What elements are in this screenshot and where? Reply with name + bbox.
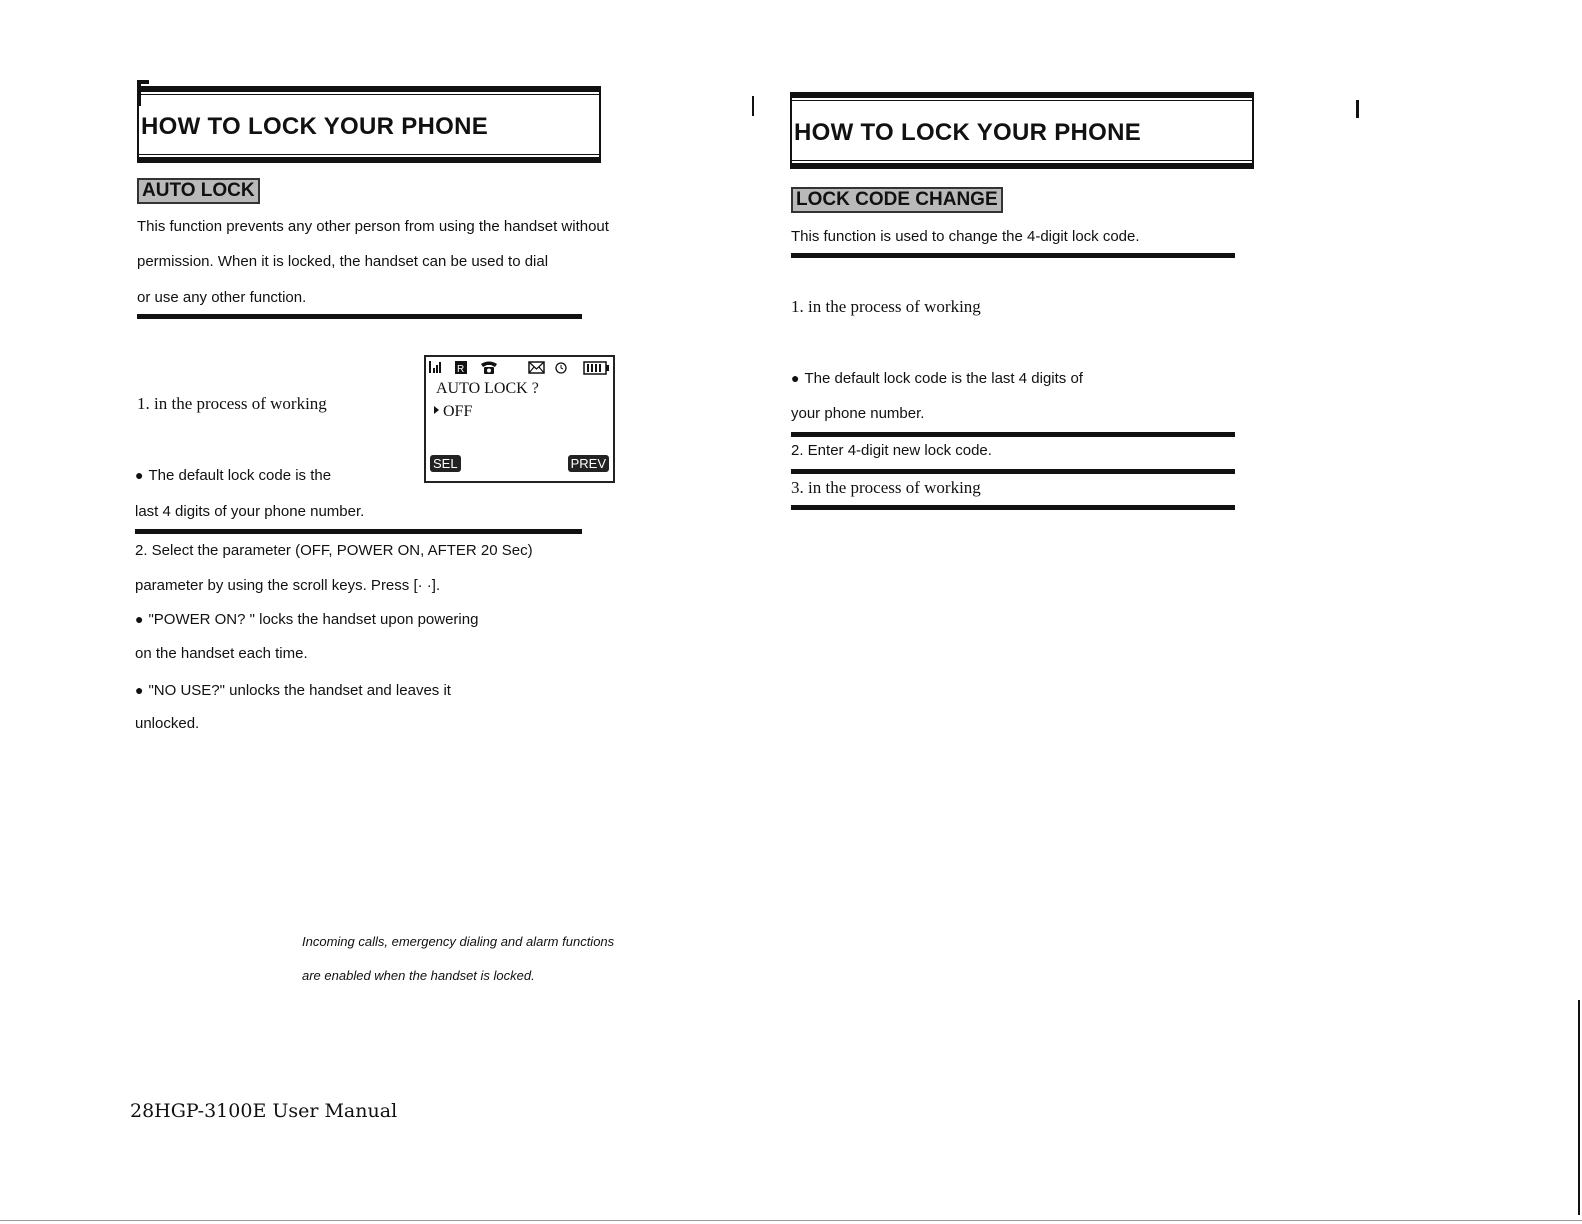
right-note-1: ● The default lock code is the last 4 digits of — [791, 370, 1083, 387]
prev-softkey[interactable]: PREV — [568, 455, 609, 472]
note-no-use-1: ● "NO USE?" unlocks the handset and leaves it — [135, 682, 451, 699]
scan-edge-right — [1578, 1000, 1580, 1215]
screen-title: AUTO LOCK ? — [436, 380, 539, 397]
right-page-title: HOW TO LOCK YOUR PHONE — [794, 119, 1142, 146]
note-default-code-2: last 4 digits of your phone number. — [135, 503, 365, 520]
selection-arrow-icon — [434, 406, 439, 414]
right-step-2: 2. Enter 4-digit new lock code. — [791, 442, 992, 459]
right-step-3: 3. in the process of working — [791, 478, 981, 497]
roaming-icon — [455, 361, 467, 375]
intro-line-1: This function prevents any other person from using the handset without — [137, 218, 609, 235]
corner-mark — [137, 80, 149, 106]
message-icon — [529, 362, 544, 373]
scan-edge-bottom — [0, 1220, 1582, 1221]
sel-softkey[interactable]: SEL — [430, 455, 461, 472]
status-bar-icons — [429, 359, 611, 377]
left-step-2b: parameter by using the scroll keys. Press [· ·]. — [135, 577, 441, 594]
note-default-code-1: ● The default lock code is the — [135, 467, 331, 484]
page-footer: 28HGP-3100E User Manual — [130, 1100, 398, 1122]
note-power-on-1: ● "POWER ON? " locks the handset upon powering — [135, 611, 478, 628]
left-title-box — [137, 86, 601, 163]
lock-code-change-label: LOCK CODE CHANGE — [791, 187, 1003, 213]
signal-icon — [429, 361, 441, 373]
alarm-icon — [556, 363, 566, 373]
call-icon — [481, 362, 497, 375]
left-step-1: 1. in the process of working — [137, 394, 327, 413]
phone-screen — [424, 355, 615, 483]
auto-lock-label: AUTO LOCK — [137, 178, 260, 204]
intro-line-2: permission. When it is locked, the handset can be used to dial — [137, 253, 549, 270]
right-intro-rule — [791, 253, 1235, 258]
left-page-title: HOW TO LOCK YOUR PHONE — [141, 113, 489, 140]
note-no-use-2: unlocked. — [135, 715, 200, 732]
right-step-1: 1. in the process of working — [791, 297, 981, 316]
screen-option: OFF — [443, 403, 473, 420]
right-step-2-rule — [791, 469, 1235, 474]
scan-mark-right — [1356, 100, 1359, 118]
right-note-2: your phone number. — [791, 405, 925, 422]
note-power-on-2: on the handset each time. — [135, 645, 308, 662]
right-intro: This function is used to change the 4-digit lock code. — [791, 228, 1140, 245]
italic-note-2: are enabled when the handset is locked. — [302, 968, 535, 983]
right-title-box — [790, 92, 1254, 169]
italic-note-1: Incoming calls, emergency dialing and alarm functions — [302, 934, 615, 949]
note-rule — [135, 529, 582, 534]
scan-mark-left — [752, 96, 754, 116]
right-note-rule — [791, 432, 1235, 437]
svg-text:R: R — [457, 364, 465, 375]
intro-line-3: or use any other function. — [137, 289, 307, 306]
battery-icon — [584, 362, 609, 374]
left-step-2a: 2. Select the parameter (OFF, POWER ON, AFTER 20 Sec) — [135, 542, 533, 559]
right-step-3-rule — [791, 505, 1235, 510]
intro-rule — [137, 314, 582, 319]
